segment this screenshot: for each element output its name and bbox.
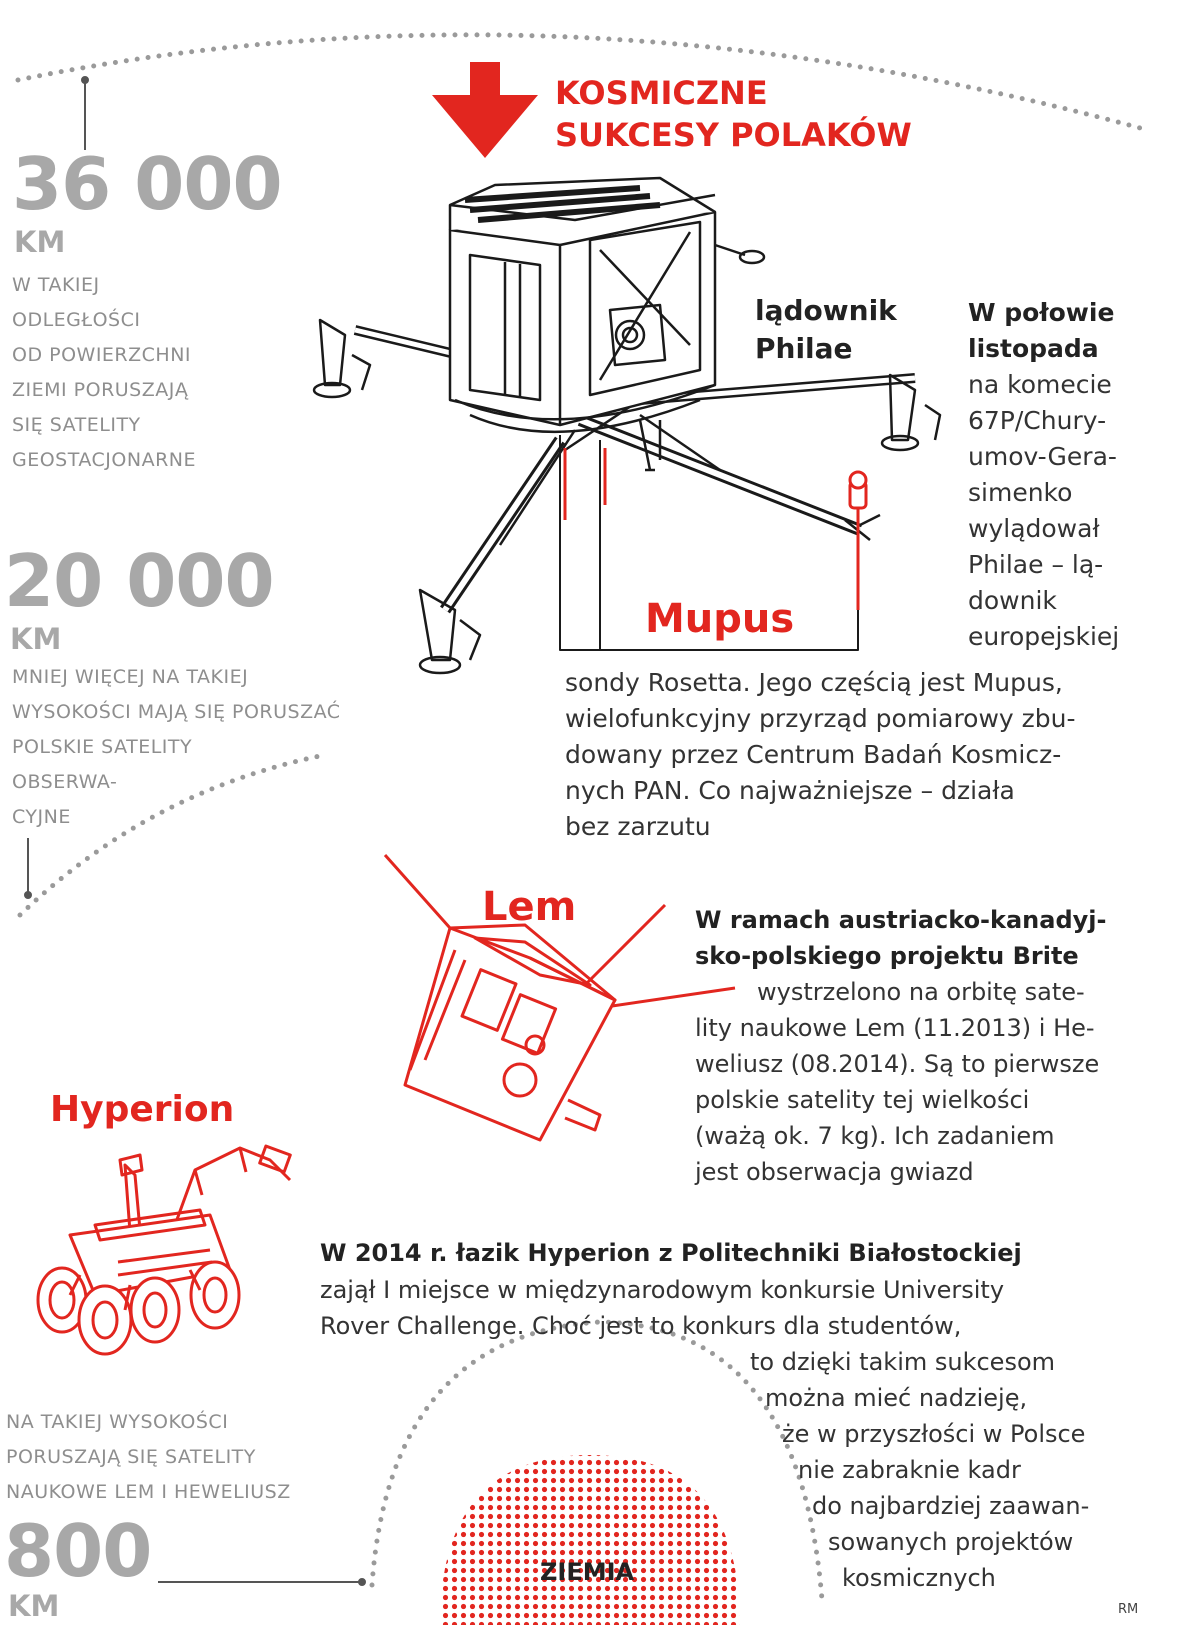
observation-altitude-value: 20 000 xyxy=(4,539,274,623)
brite-text: W ramach austriacko-kanadyj- sko-polskiego projektu Brite wystrzelono na orbitę sate- lity naukowe Lem (11.2013) i He- weliusz (08.2014). Są to pierwsze polskie satelity tej wielkości (ważą ok. 7 kg). Ich zadaniem jest obserwacja gwiazd xyxy=(695,906,1107,1186)
earth-label: ZIEMIA xyxy=(540,1558,635,1586)
philae-label: lądownik Philae xyxy=(755,294,897,365)
hyperion-lead: W 2014 r. łazik Hyperion z Politechniki Białostockiej xyxy=(320,1239,1022,1267)
science-altitude-caption: NA TAKIEJ WYSOKOŚCI PORUSZAJĄ SIĘ SATELITY NAUKOWE LEM I HEWELIUSZ xyxy=(6,1411,291,1503)
down-arrow-icon xyxy=(432,62,538,158)
geo-altitude-value: 36 000 xyxy=(12,142,282,226)
observation-altitude-unit: KM xyxy=(10,622,62,656)
page-title xyxy=(555,72,912,156)
philae-text: W połowie listopada na komecie 67P/Chury- umov-Gera- simenko wylądował Philae – lą- downik europejskiej xyxy=(968,298,1120,651)
philae-text-wide: sondy Rosetta. Jego częścią jest Mupus, wielofunkcyjny przyrząd pomiarowy zbu- dowany przez Centrum Badań Kosmicz- nych PAN. Co najważniejsze – działa bez zarzutu xyxy=(565,668,1076,841)
observation-altitude-caption: MNIEJ WIĘCEJ NA TAKIEJ WYSOKOŚCI MAJĄ SIĘ PORUSZAĆ POLSKIE SATELITY OBSERWA- CYJNE xyxy=(12,666,341,828)
science-altitude-value: 800 xyxy=(4,1509,152,1593)
title-line-1: KOSMICZNE xyxy=(555,74,768,112)
hyperion-label: Hyperion xyxy=(50,1089,235,1130)
title-line-2: SUKCESY POLAKÓW xyxy=(555,116,912,154)
philae-lander-illustration xyxy=(314,178,940,673)
lem-label: Lem xyxy=(482,884,577,930)
geo-altitude-unit: KM xyxy=(14,225,66,259)
geo-altitude-caption: W TAKIEJ ODLEGŁOŚCI OD POWIERZCHNI ZIEMI PORUSZAJĄ SIĘ SATELITY GEOSTACJONARNE xyxy=(12,274,196,471)
science-altitude-unit: KM xyxy=(8,1589,60,1623)
hyperion-rover-illustration xyxy=(38,1146,290,1354)
hyperion-text: zajął I miejsce w międzynarodowym konkursie University Rover Challenge. Choć jest to konkurs dla studentów, to dzięki takim sukcesom można mieć nadzieję, że w przyszłości w Polsce nie zabraknie kadr do najbardziej zaawan- sowanych projektów kosmicznych xyxy=(320,1276,1090,1592)
mupus-label: Mupus xyxy=(645,596,795,642)
credit: RM xyxy=(1118,1602,1139,1617)
